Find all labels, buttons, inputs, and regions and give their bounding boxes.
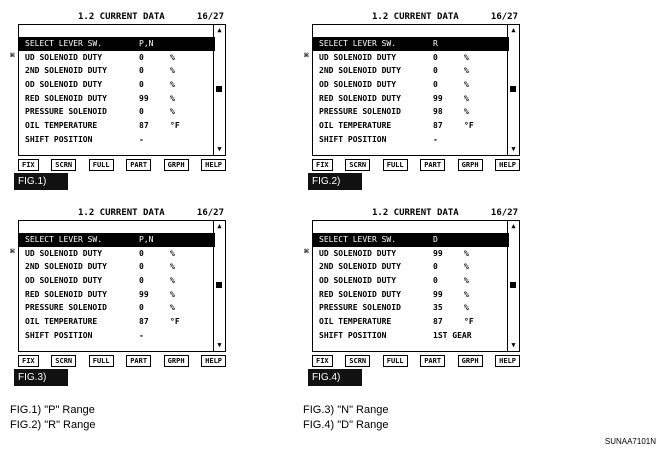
row-label: SELECT LEVER SW. (319, 39, 397, 48)
row-value: 0 (433, 262, 438, 272)
row-unit: % (464, 52, 469, 62)
page-counter: 16/27 (196, 12, 224, 22)
row-label: RED SOLENOID DUTY (319, 289, 401, 299)
data-row (313, 315, 509, 329)
row-label: SELECT LEVER SW. (319, 235, 397, 244)
figure-label: FIG.4) (308, 369, 362, 386)
row-unit: % (464, 80, 469, 90)
row-value: 87 (139, 121, 149, 131)
screen-title: 1.2 CURRENT DATA (78, 208, 165, 218)
row-unit: % (170, 80, 175, 90)
data-row (19, 329, 215, 343)
row-value: 0 (433, 80, 438, 90)
data-row (313, 274, 509, 288)
data-list (313, 37, 509, 147)
fkey-full-button[interactable]: FULL (89, 159, 114, 171)
row-value: 99 (433, 289, 443, 299)
scan-screen (8, 206, 226, 386)
function-key-bar (18, 355, 226, 367)
data-row (19, 274, 215, 288)
cursor-icon: ⌘ (10, 247, 15, 256)
row-label: SHIFT POSITION (319, 330, 387, 340)
row-unit: % (464, 107, 469, 117)
screen-title: 1.2 CURRENT DATA (78, 12, 165, 22)
row-value: 99 (139, 93, 149, 103)
row-value: 0 (433, 276, 438, 286)
fkey-help-button[interactable]: HELP (495, 159, 520, 171)
row-unit: % (464, 66, 469, 76)
row-unit: °F (464, 121, 474, 131)
function-key-bar (312, 159, 520, 171)
fkey-part-button[interactable]: PART (126, 159, 151, 171)
row-label: OIL TEMPERATURE (319, 121, 392, 131)
data-row (19, 78, 215, 92)
fkey-full-button[interactable]: FULL (89, 355, 114, 367)
row-value: 0 (139, 66, 144, 76)
screen-header (18, 206, 226, 220)
row-value: 87 (139, 317, 149, 327)
row-unit: °F (170, 121, 180, 131)
cursor-icon: ⌘ (304, 247, 309, 256)
data-row (19, 315, 215, 329)
fkey-help-button[interactable]: HELP (201, 355, 226, 367)
fkey-grph-button[interactable]: GRPH (164, 355, 189, 367)
data-row (313, 247, 509, 261)
scroll-up-icon[interactable]: ▲ (217, 222, 222, 230)
fkey-help-button[interactable]: HELP (495, 355, 520, 367)
legend-item: FIG.3) "N" Range (303, 404, 389, 416)
screen-title: 1.2 CURRENT DATA (372, 208, 459, 218)
fkey-help-button[interactable]: HELP (201, 159, 226, 171)
row-label: PRESSURE SOLENOID (25, 107, 107, 117)
row-unit: % (170, 52, 175, 62)
fkey-fix-button[interactable]: FIX (312, 159, 333, 171)
row-value: 99 (433, 93, 443, 103)
data-row (19, 133, 215, 147)
row-label: RED SOLENOID DUTY (319, 93, 401, 103)
fkey-fix-button[interactable]: FIX (18, 355, 39, 367)
row-label: SELECT LEVER SW. (25, 235, 103, 244)
row-label: UD SOLENOID DUTY (25, 248, 103, 258)
row-value: - (139, 134, 144, 144)
row-label: 2ND SOLENOID DUTY (319, 262, 401, 272)
row-value: 0 (433, 66, 438, 76)
figure-label: FIG.3) (14, 369, 68, 386)
row-value: D (433, 235, 438, 244)
function-key-bar (312, 355, 520, 367)
scrollbar[interactable] (507, 221, 519, 351)
scrollbar[interactable] (213, 221, 225, 351)
fkey-grph-button[interactable]: GRPH (164, 159, 189, 171)
row-label: OD SOLENOID DUTY (25, 80, 103, 90)
figure-label: FIG.1) (14, 173, 68, 190)
scroll-down-icon[interactable]: ▼ (217, 145, 222, 153)
scroll-up-icon[interactable]: ▲ (511, 26, 516, 34)
row-label: RED SOLENOID DUTY (25, 289, 107, 299)
data-panel (10, 220, 226, 352)
data-row (19, 51, 215, 65)
legend-item: FIG.4) "D" Range (303, 419, 389, 431)
row-unit: % (170, 289, 175, 299)
data-panel (304, 24, 520, 156)
data-panel (304, 220, 520, 352)
scroll-up-icon[interactable]: ▲ (511, 222, 516, 230)
row-value: 0 (139, 52, 144, 62)
row-label: UD SOLENOID DUTY (319, 52, 397, 62)
row-value: 1ST GEAR (433, 330, 472, 340)
row-value: 0 (139, 248, 144, 258)
data-row (313, 301, 509, 315)
row-unit: °F (464, 317, 474, 327)
row-label: PRESSURE SOLENOID (25, 303, 107, 313)
data-row (313, 64, 509, 78)
row-unit: % (170, 303, 175, 313)
row-label: UD SOLENOID DUTY (319, 248, 397, 258)
row-label: OIL TEMPERATURE (25, 317, 98, 327)
data-row (313, 233, 509, 247)
data-row (19, 233, 215, 247)
fkey-grph-button[interactable]: GRPH (458, 159, 483, 171)
row-unit: % (170, 93, 175, 103)
row-value: 99 (139, 289, 149, 299)
row-label: 2ND SOLENOID DUTY (319, 66, 401, 76)
screen-header (312, 206, 520, 220)
row-label: RED SOLENOID DUTY (25, 93, 107, 103)
data-row (313, 92, 509, 106)
fkey-grph-button[interactable]: GRPH (458, 355, 483, 367)
data-row (313, 119, 509, 133)
row-label: SHIFT POSITION (319, 134, 387, 144)
data-row (313, 78, 509, 92)
row-value: 0 (139, 303, 144, 313)
row-value: 87 (433, 317, 443, 327)
row-value: 99 (433, 248, 443, 258)
legend-item: FIG.2) "R" Range (10, 419, 96, 431)
scan-screen (302, 206, 520, 386)
page-counter: 16/27 (490, 208, 518, 218)
row-value: - (139, 330, 144, 340)
row-label: OD SOLENOID DUTY (25, 276, 103, 286)
row-label: OIL TEMPERATURE (25, 121, 98, 131)
fkey-part-button[interactable]: PART (126, 355, 151, 367)
row-unit: % (170, 107, 175, 117)
data-list (313, 233, 509, 343)
row-value: 0 (139, 107, 144, 117)
row-label: PRESSURE SOLENOID (319, 107, 401, 117)
row-unit: % (464, 303, 469, 313)
fkey-scrn-button[interactable]: SCRN (345, 355, 370, 367)
data-row (19, 105, 215, 119)
scroll-thumb[interactable] (510, 86, 516, 92)
row-label: 2ND SOLENOID DUTY (25, 262, 107, 272)
row-label: PRESSURE SOLENOID (319, 303, 401, 313)
row-label: 2ND SOLENOID DUTY (25, 66, 107, 76)
function-key-bar (18, 159, 226, 171)
scrollbar[interactable] (213, 25, 225, 155)
row-label: OIL TEMPERATURE (319, 317, 392, 327)
row-value: 0 (433, 52, 438, 62)
scan-screen (302, 10, 520, 190)
data-row (19, 37, 215, 51)
row-label: UD SOLENOID DUTY (25, 52, 103, 62)
row-unit: % (464, 262, 469, 272)
page-counter: 16/27 (196, 208, 224, 218)
row-label: SHIFT POSITION (25, 134, 93, 144)
row-unit: % (464, 289, 469, 299)
data-row (313, 133, 509, 147)
data-row (313, 51, 509, 65)
figure-label: FIG.2) (308, 173, 362, 190)
fkey-fix-button[interactable]: FIX (312, 355, 333, 367)
data-panel (10, 24, 226, 156)
scan-screen (8, 10, 226, 190)
fkey-scrn-button[interactable]: SCRN (51, 159, 76, 171)
data-row (19, 288, 215, 302)
scroll-up-icon[interactable]: ▲ (217, 26, 222, 34)
fkey-scrn-button[interactable]: SCRN (345, 159, 370, 171)
data-row (313, 260, 509, 274)
legend-right (303, 403, 388, 433)
screen-title: 1.2 CURRENT DATA (372, 12, 459, 22)
data-list (19, 233, 215, 343)
row-unit: % (464, 93, 469, 103)
fkey-full-button[interactable]: FULL (383, 355, 408, 367)
row-unit: % (170, 66, 175, 76)
row-label: OD SOLENOID DUTY (319, 276, 397, 286)
fkey-fix-button[interactable]: FIX (18, 159, 39, 171)
row-value: 0 (139, 80, 144, 90)
fkey-full-button[interactable]: FULL (383, 159, 408, 171)
row-unit: % (464, 276, 469, 286)
data-row (19, 64, 215, 78)
fkey-part-button[interactable]: PART (420, 355, 445, 367)
scroll-down-icon[interactable]: ▼ (217, 341, 222, 349)
data-list (19, 37, 215, 147)
data-row (19, 119, 215, 133)
cursor-icon: ⌘ (10, 51, 15, 60)
scroll-thumb[interactable] (510, 282, 516, 288)
row-value: - (433, 134, 438, 144)
screen-header (312, 10, 520, 24)
row-value: P,N (139, 39, 154, 48)
scroll-thumb[interactable] (216, 282, 222, 288)
row-unit: °F (170, 317, 180, 327)
data-row (19, 301, 215, 315)
row-value: 35 (433, 303, 443, 313)
row-value: P,N (139, 235, 154, 244)
data-row (19, 247, 215, 261)
row-value: 0 (139, 276, 144, 286)
data-row (313, 288, 509, 302)
row-value: 0 (139, 262, 144, 272)
legend-item: FIG.1) "P" Range (10, 404, 95, 416)
figure-code: SUNAA7101N (604, 437, 656, 446)
row-value: 87 (433, 121, 443, 131)
screen-header (18, 10, 226, 24)
cursor-icon: ⌘ (304, 51, 309, 60)
scroll-thumb[interactable] (216, 86, 222, 92)
data-row (19, 260, 215, 274)
data-row (313, 329, 509, 343)
fkey-part-button[interactable]: PART (420, 159, 445, 171)
fkey-scrn-button[interactable]: SCRN (51, 355, 76, 367)
row-unit: % (170, 262, 175, 272)
scroll-down-icon[interactable]: ▼ (511, 145, 516, 153)
data-row (313, 37, 509, 51)
row-unit: % (170, 248, 175, 258)
page-counter: 16/27 (490, 12, 518, 22)
data-row (19, 92, 215, 106)
legend-left (10, 403, 95, 433)
row-value: 98 (433, 107, 443, 117)
row-label: SELECT LEVER SW. (25, 39, 103, 48)
row-value: R (433, 39, 438, 48)
row-unit: % (170, 276, 175, 286)
scrollbar[interactable] (507, 25, 519, 155)
scroll-down-icon[interactable]: ▼ (511, 341, 516, 349)
row-unit: % (464, 248, 469, 258)
row-label: SHIFT POSITION (25, 330, 93, 340)
data-row (313, 105, 509, 119)
row-label: OD SOLENOID DUTY (319, 80, 397, 90)
